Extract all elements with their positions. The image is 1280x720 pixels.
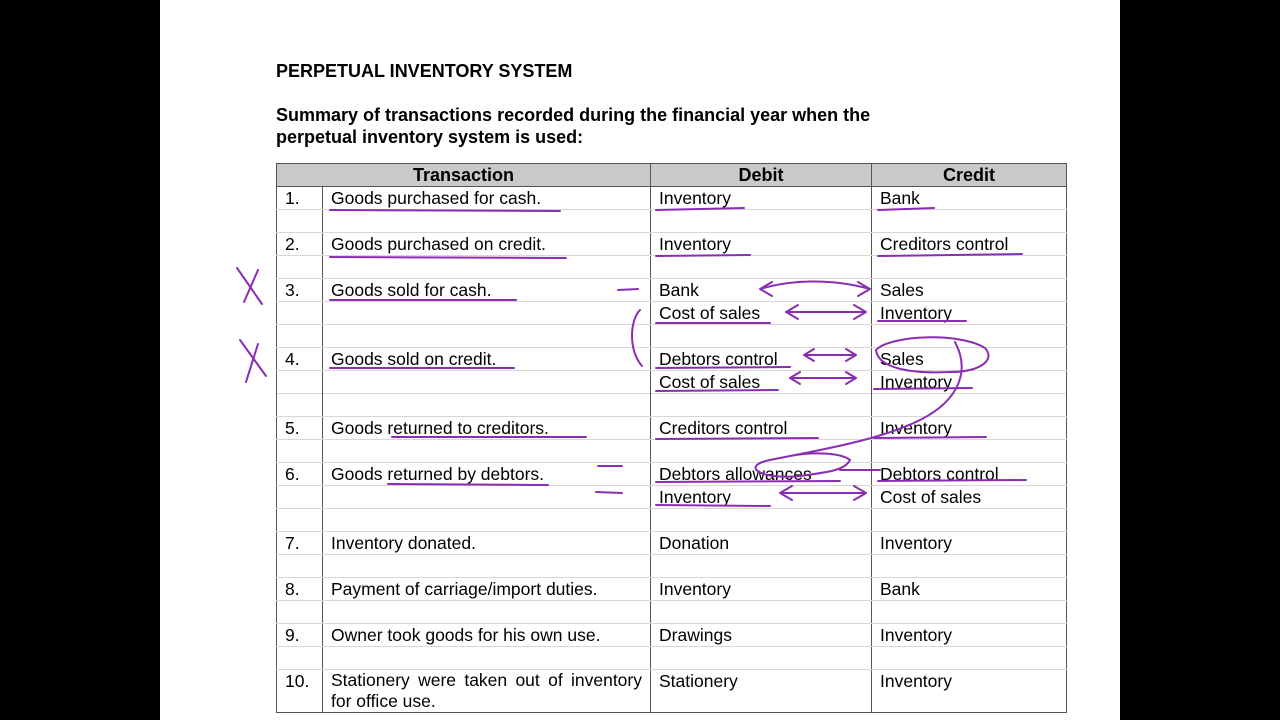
row-number: 5. — [277, 417, 323, 440]
intro-text — [276, 104, 1004, 148]
row-debit: Debtors allowances — [651, 463, 872, 486]
spacer-row — [277, 440, 1067, 463]
row-debit: Inventory — [651, 233, 872, 256]
row-transaction: Goods returned by debtors. — [323, 463, 651, 486]
row-credit: Inventory — [872, 532, 1067, 555]
row-credit: Sales — [872, 279, 1067, 302]
intro-line-2: perpetual inventory system is used: — [276, 127, 584, 147]
row-transaction: Inventory donated. — [323, 532, 651, 555]
row-debit: Drawings — [651, 624, 872, 647]
row-number: 4. — [277, 348, 323, 371]
row-transaction: Owner took goods for his own use. — [323, 624, 651, 647]
spacer-row — [277, 210, 1067, 233]
header-transaction: Transaction — [277, 164, 651, 187]
row-credit: Creditors control — [872, 233, 1067, 256]
row-debit: Inventory — [651, 187, 872, 210]
table-row — [277, 624, 1067, 647]
table-row — [277, 578, 1067, 601]
row-debit: Creditors control — [651, 417, 872, 440]
document-page — [160, 0, 1120, 720]
table-row — [277, 302, 1067, 325]
row-credit: Bank — [872, 578, 1067, 601]
table-row — [277, 233, 1067, 256]
spacer-row — [277, 601, 1067, 624]
row-credit: Inventory — [872, 302, 1067, 325]
row-transaction: Goods purchased for cash. — [323, 187, 651, 210]
row-transaction: Payment of carriage/import duties. — [323, 578, 651, 601]
row-transaction: Goods purchased on credit. — [323, 233, 651, 256]
table-row — [277, 417, 1067, 440]
row-number: 8. — [277, 578, 323, 601]
intro-line-1: Summary of transactions recorded during the financial year when the — [276, 105, 871, 125]
table-header-row — [277, 164, 1067, 187]
page-title: PERPETUAL INVENTORY SYSTEM — [276, 61, 573, 81]
row-credit: Inventory — [872, 670, 1067, 713]
spacer-row — [277, 256, 1067, 279]
row-transaction — [323, 486, 651, 509]
row-transaction: Goods sold on credit. — [323, 348, 651, 371]
row-number: 7. — [277, 532, 323, 555]
row-number — [277, 302, 323, 325]
row-debit: Bank — [651, 279, 872, 302]
spacer-row — [277, 509, 1067, 532]
table-row — [277, 187, 1067, 210]
table-row — [277, 670, 1067, 713]
spacer-row — [277, 647, 1067, 670]
row-credit: Debtors control — [872, 463, 1067, 486]
spacer-row — [277, 325, 1067, 348]
header-credit: Credit — [872, 164, 1067, 187]
row-number — [277, 486, 323, 509]
table-row — [277, 486, 1067, 509]
row-credit: Cost of sales — [872, 486, 1067, 509]
row-number: 10. — [277, 670, 323, 713]
spacer-row — [277, 555, 1067, 578]
row-credit: Bank — [872, 187, 1067, 210]
row-credit: Inventory — [872, 371, 1067, 394]
row-credit: Sales — [872, 348, 1067, 371]
row-transaction: Goods returned to creditors. — [323, 417, 651, 440]
row-debit: Inventory — [651, 486, 872, 509]
transactions-table — [276, 163, 1067, 713]
header-debit: Debit — [651, 164, 872, 187]
row-debit: Cost of sales — [651, 302, 872, 325]
row-transaction: Stationery were taken out of inventory for office use. — [323, 670, 651, 713]
row-number: 6. — [277, 463, 323, 486]
row-credit: Inventory — [872, 417, 1067, 440]
row-number: 3. — [277, 279, 323, 302]
row-transaction: Goods sold for cash. — [323, 279, 651, 302]
row-number: 2. — [277, 233, 323, 256]
row-debit: Donation — [651, 532, 872, 555]
table-row — [277, 463, 1067, 486]
row-debit: Cost of sales — [651, 371, 872, 394]
row-number: 1. — [277, 187, 323, 210]
table-row — [277, 532, 1067, 555]
row-debit: Inventory — [651, 578, 872, 601]
spacer-row — [277, 394, 1067, 417]
row-transaction — [323, 302, 651, 325]
row-number: 9. — [277, 624, 323, 647]
table-row — [277, 371, 1067, 394]
row-transaction — [323, 371, 651, 394]
row-credit: Inventory — [872, 624, 1067, 647]
row-debit: Debtors control — [651, 348, 872, 371]
table-row — [277, 348, 1067, 371]
row-number — [277, 371, 323, 394]
table-row — [277, 279, 1067, 302]
row-debit: Stationery — [651, 670, 872, 713]
